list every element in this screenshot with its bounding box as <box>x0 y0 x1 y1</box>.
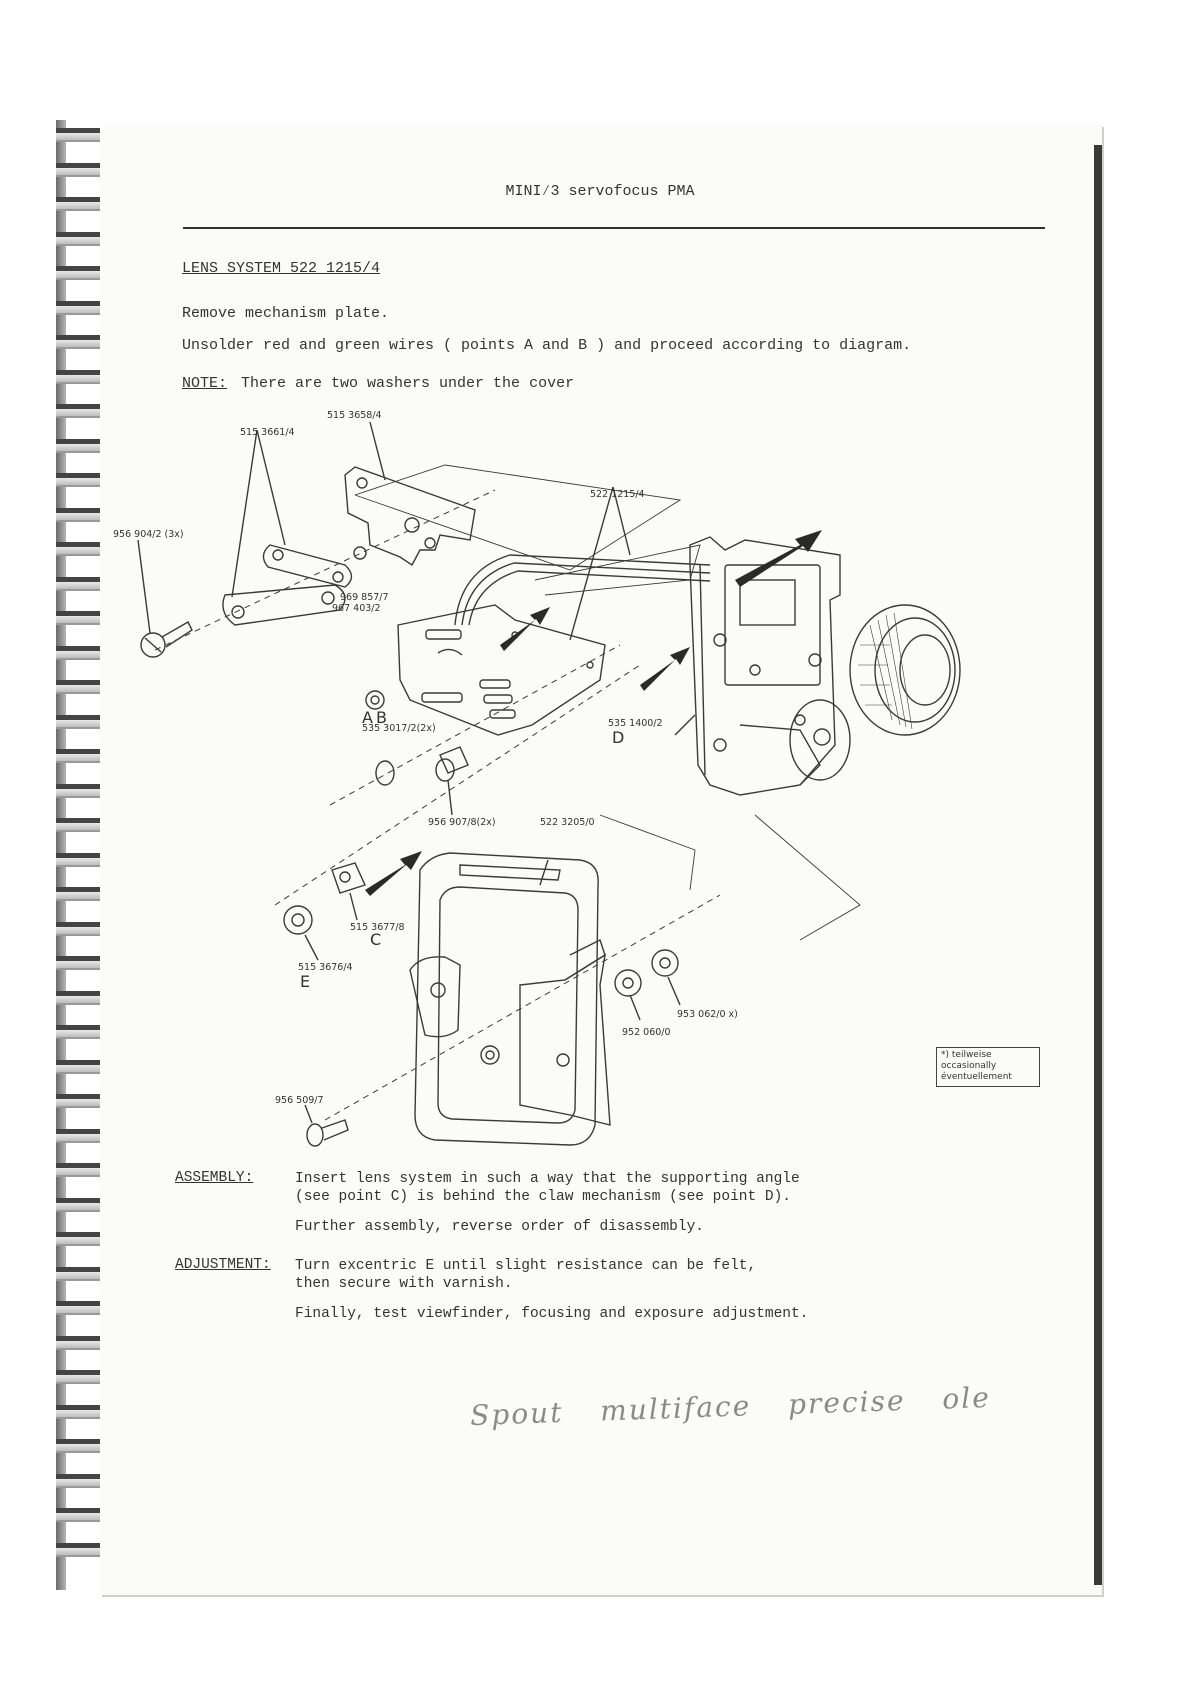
point-b-label: B <box>376 708 387 727</box>
bushings-535-3017 <box>376 747 468 815</box>
label-515-3658: 515 3658/4 <box>327 410 382 421</box>
screw-956-904 <box>138 540 192 657</box>
label-515-3676: 515 3676/4 <box>298 962 353 973</box>
page-header: MINI⁄3 servofocus PMA <box>505 183 695 200</box>
note-label: NOTE: <box>182 375 228 392</box>
adjustment-line-1: Turn excentric E until slight resistance can be felt, <box>295 1258 757 1274</box>
exploded-view-diagram <box>100 125 1102 1595</box>
manual-page <box>100 125 1102 1595</box>
label-956-907: 956 907/8(2x) <box>428 817 496 828</box>
label-956-509: 956 509/7 <box>275 1095 324 1106</box>
washers <box>284 863 680 1020</box>
assembly-guide-lines <box>155 490 720 1120</box>
label-522-3205: 522 3205/0 <box>540 817 595 828</box>
assembly-line-1: Insert lens system in such a way that the supporting angle <box>295 1171 800 1187</box>
adjustment-line-3: Finally, test viewfinder, focusing and exposure adjustment. <box>295 1306 809 1322</box>
footnote-line-2: occasionally <box>941 1061 997 1071</box>
label-953-062: 953 062/0 x) <box>677 1009 738 1020</box>
part-labels <box>113 410 738 1106</box>
footnote-line-1: *) teilweise <box>941 1050 992 1060</box>
footnote-line-3: éventuellement <box>941 1072 1012 1082</box>
cover <box>410 853 610 1145</box>
label-535-3017: 535 3017/2(2x) <box>362 723 436 734</box>
footnote-box <box>936 1047 1040 1087</box>
label-969-857: 969 857/7 <box>340 592 389 603</box>
note-text: There are two washers under the cover <box>241 375 575 392</box>
circuit-board <box>398 487 710 735</box>
assembly-label: ASSEMBLY: <box>175 1170 254 1186</box>
adjustment-label: ADJUSTMENT: <box>175 1257 271 1273</box>
section-title: LENS SYSTEM 522 1215/4 <box>182 260 381 277</box>
mechanism-plate <box>345 422 475 565</box>
label-952-060: 952 060/0 <box>622 1027 671 1038</box>
label-967-403: 967 403/2 <box>332 603 381 614</box>
label-956-904: 956 904/2 (3x) <box>113 529 184 540</box>
point-a-label: A <box>362 708 373 727</box>
lens-housing <box>675 537 960 795</box>
label-535-1400: 535 1400/2 <box>608 718 663 729</box>
label-522-1215: 522 1215/4 <box>590 489 645 500</box>
solder-points <box>366 691 384 709</box>
point-c-label: C <box>370 930 382 949</box>
handwritten-note: Spout multiface precise ole <box>469 1380 992 1433</box>
point-e-label: E <box>300 972 311 991</box>
screw-956-509 <box>305 1105 348 1146</box>
spacer-plates <box>223 430 352 625</box>
assembly-line-2: (see point C) is behind the claw mechanism (see point D). <box>295 1189 791 1205</box>
label-515-3661: 515 3661/4 <box>240 427 295 438</box>
intro-line-2: Unsolder red and green wires ( points A and B ) and proceed according to diagram. <box>182 337 912 354</box>
direction-arrows <box>365 530 822 896</box>
adjustment-line-2: then secure with varnish. <box>295 1276 513 1292</box>
assembly-line-3: Further assembly, reverse order of disassembly. <box>295 1219 704 1235</box>
intro-line-1: Remove mechanism plate. <box>182 305 390 322</box>
label-515-3677: 515 3677/8 <box>350 922 405 933</box>
point-d-label: D <box>612 728 625 747</box>
